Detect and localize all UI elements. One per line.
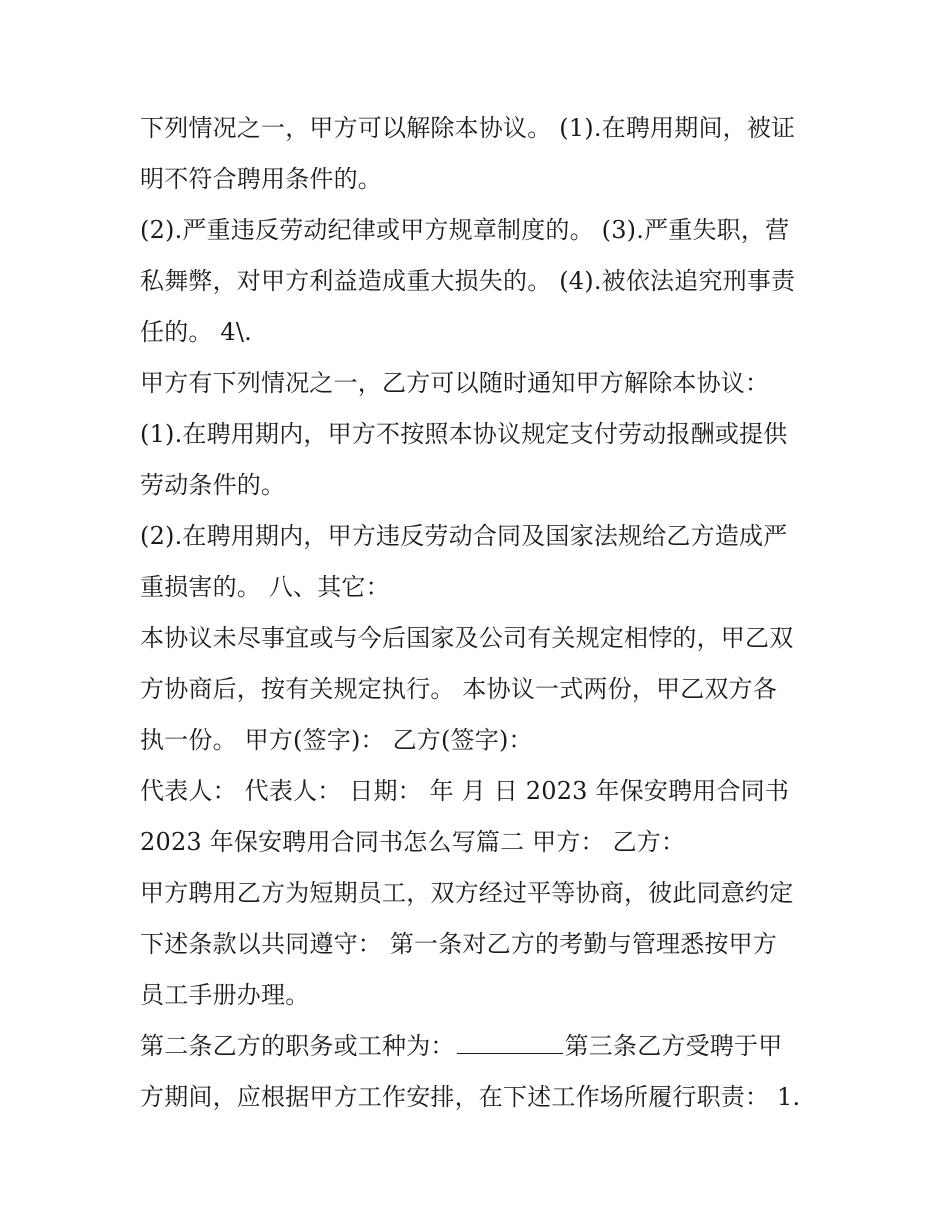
text-line: (1).在聘用期内，甲方不按照本协议规定支付劳动报酬或提供 [140, 420, 788, 448]
text-segment: 第二条乙方的职务或工种为： [140, 1032, 455, 1060]
text-line: (2).严重违反劳动纪律或甲方规章制度的。 (3).严重失职，营 [140, 216, 790, 244]
text-line: 员工手册办理。 [140, 981, 310, 1009]
text-line: 任的。 4\. [140, 318, 253, 346]
text-line: 劳动条件的。 [140, 471, 286, 499]
fill-in-blank [457, 1031, 563, 1054]
text-line: 甲方聘用乙方为短期员工，双方经过平等协商，彼此同意约定 [140, 879, 794, 907]
text-line: 下述条款以共同遵守： 第一条对乙方的考勤与管理悉按甲方 [140, 930, 778, 958]
text-line: 明不符合聘用条件的。 [140, 165, 382, 193]
text-line: 2023 年保安聘用合同书怎么写篇二 甲方： 乙方： [140, 828, 686, 856]
text-line-with-blank [140, 1031, 782, 1061]
text-segment: 第三条乙方受聘于甲 [564, 1032, 783, 1060]
text-line: 私舞弊，对甲方利益造成重大损失的。 (4).被依法追究刑事责 [140, 267, 796, 295]
text-line: 方协商后，按有关规定执行。 本协议一式两份，甲乙双方各 [140, 675, 778, 703]
text-line: 本协议未尽事宜或与今后国家及公司有关规定相悖的，甲乙双 [140, 624, 794, 652]
text-line: 重损害的。 八、其它： [140, 573, 390, 601]
text-line: 方期间，应根据甲方工作安排，在下述工作场所履行职责： 1. [140, 1083, 801, 1111]
text-line: 甲方有下列情况之一，乙方可以随时通知甲方解除本协议： [140, 369, 770, 397]
text-line: (2).在聘用期内，甲方违反劳动合同及国家法规给乙方造成严 [140, 522, 788, 550]
text-line: 代表人： 代表人： 日期： 年 月 日 2023 年保安聘用合同书 [140, 777, 790, 805]
text-line: 下列情况之一，甲方可以解除本协议。 (1).在聘用期间，被证 [140, 114, 796, 142]
text-line: 执一份。 甲方(签字)： 乙方(签字)： [140, 726, 533, 754]
